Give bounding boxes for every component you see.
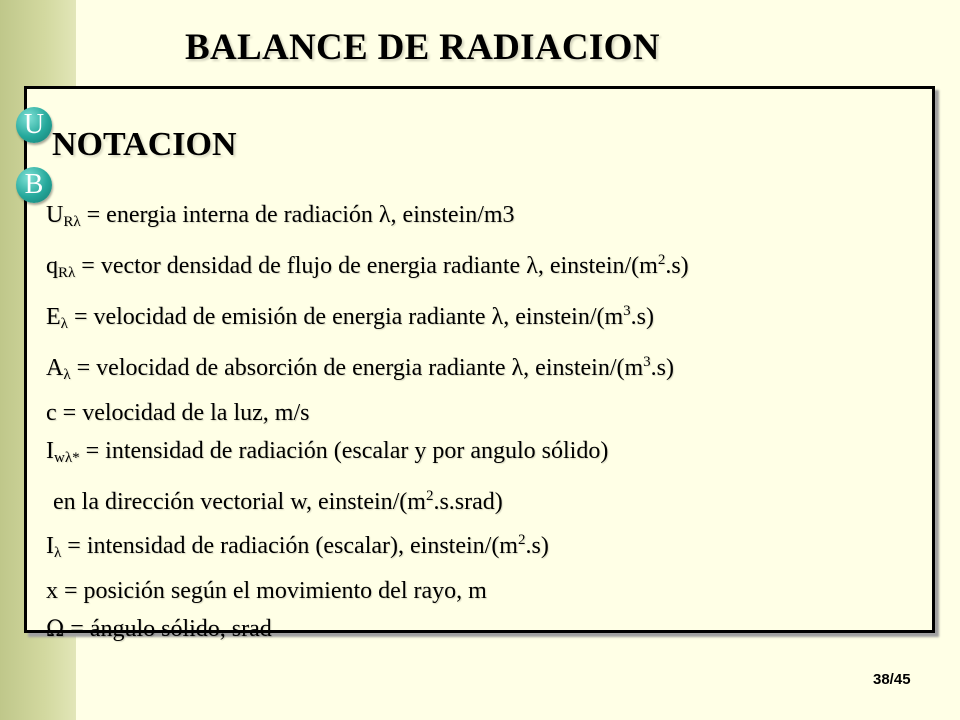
symbol: U bbox=[46, 202, 64, 228]
notation-line-internal-energy bbox=[46, 196, 689, 241]
symbol: I bbox=[46, 533, 54, 559]
notation-line-flux-vector bbox=[46, 241, 689, 292]
symbol: E bbox=[46, 304, 61, 330]
definition: = energia interna de radiación λ, einstein/m3 bbox=[80, 202, 515, 228]
notation-line-solid-angle bbox=[46, 610, 689, 649]
unit-end: .s) bbox=[650, 355, 674, 381]
notation-line-absorption-rate bbox=[46, 343, 689, 394]
symbol: q bbox=[46, 253, 58, 279]
subscript: λ bbox=[54, 545, 62, 561]
notation-heading: NOTACION bbox=[52, 126, 237, 163]
unit-end: .s.srad) bbox=[433, 489, 503, 515]
notation-line-position bbox=[46, 572, 689, 610]
superscript: 3 bbox=[643, 354, 651, 370]
slide-title: BALANCE DE RADIACION bbox=[185, 27, 660, 68]
definition: x = posición según el movimiento del rayo, m bbox=[46, 578, 487, 604]
superscript: 2 bbox=[425, 488, 434, 504]
definition: = velocidad de absorción de energia radiante λ, einstein/(m bbox=[70, 355, 644, 381]
notation-line-intensity-scalar bbox=[46, 521, 689, 572]
subscript: λ bbox=[60, 316, 68, 332]
subscript: Rλ bbox=[58, 265, 76, 281]
unit-end: .s) bbox=[665, 253, 689, 279]
symbol: A bbox=[46, 355, 64, 381]
notation-line-intensity-direction bbox=[46, 477, 689, 521]
subscript: wλ* bbox=[54, 450, 80, 466]
definition: = ángulo sólido, srad bbox=[64, 616, 272, 642]
definition: c = velocidad de la luz, m/s bbox=[46, 400, 310, 426]
superscript: 3 bbox=[623, 303, 631, 319]
definition: = velocidad de emisión de energia radiante λ, einstein/(m bbox=[67, 304, 624, 330]
notation-line-emission-rate bbox=[46, 292, 689, 343]
notation-line-intensity-solid-angle bbox=[46, 432, 689, 477]
u-badge-icon: U bbox=[16, 107, 52, 143]
unit-end: .s) bbox=[630, 304, 655, 330]
definition: = vector densidad de flujo de energia radiante λ, einstein/(m bbox=[75, 253, 658, 279]
page-number: 38/45 bbox=[873, 671, 911, 688]
unit-end: .s) bbox=[525, 533, 549, 559]
subscript: Rλ bbox=[63, 214, 81, 230]
b-badge-icon: B bbox=[16, 167, 52, 203]
notation-line-light-speed bbox=[46, 394, 689, 432]
definition: en la dirección vectorial w, einstein/(m bbox=[53, 489, 426, 515]
symbol: I bbox=[46, 438, 54, 464]
definition: = intensidad de radiación (escalar y por angulo sólido) bbox=[79, 438, 609, 464]
superscript: 2 bbox=[657, 252, 666, 268]
definition: = intensidad de radiación (escalar), einstein/(m bbox=[61, 533, 518, 559]
symbol: Ω bbox=[46, 617, 65, 642]
subscript: λ bbox=[63, 367, 71, 383]
superscript: 2 bbox=[517, 532, 526, 548]
notation-list bbox=[46, 196, 689, 649]
